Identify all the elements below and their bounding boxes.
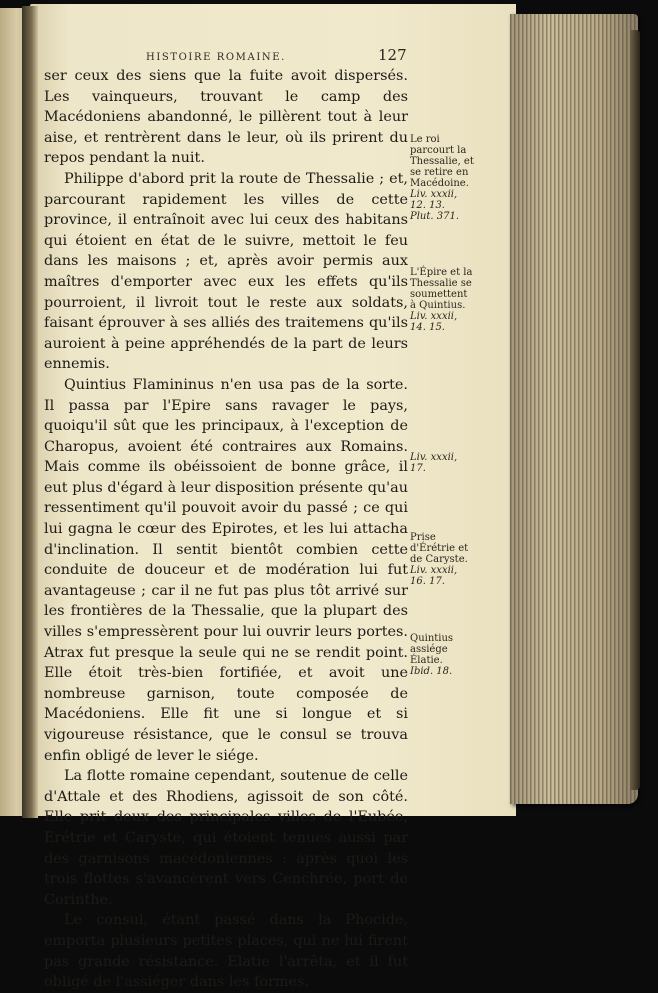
margin-note-ref: Plut. 371.: [410, 211, 460, 222]
page-number: 127: [378, 46, 407, 64]
margin-note-text: Quintius assiége Élatie.: [410, 633, 454, 666]
page-header: [44, 46, 407, 66]
margin-note-text: L'Épire et la Thessalie se soumettent à Quintius.: [410, 267, 473, 311]
margin-note: [410, 452, 476, 474]
margin-note-ref: Liv. xxxii, 12. 13.: [410, 189, 458, 211]
running-title: HISTOIRE ROMAINE.: [146, 52, 286, 63]
book-gutter: [22, 6, 38, 818]
cover-edge: [630, 30, 640, 790]
margin-note: [410, 267, 476, 333]
paragraph-continuation: ser ceux des siens que la fuite avoit dispersés. Les vainqueurs, trouvant le camp des Macédoniens abandonné, le pillèrent tout à leur aise, et rentrèrent dans le leur, où ils prirent du repos pendant la nuit.: [44, 68, 408, 167]
margin-note: [410, 532, 476, 587]
margin-note: [410, 134, 476, 222]
margin-note-ref: Liv. xxxii, 16. 17.: [410, 565, 458, 587]
page-stack-edge: [510, 14, 638, 804]
margin-note-ref: Ibid. 18.: [410, 666, 453, 677]
margin-note: [410, 633, 476, 677]
paragraph-consul: Le consul, étant passé dans la Phocide, emporta plusieurs petites places, qui ne lui firent pas grande résistance. Elatie l'arrêta, et il fut obligé de l'assiéger dans les formes.: [44, 912, 408, 991]
paragraph-flotte: La flotte romaine cependant, soutenue de celle d'Attale et des Rhodiens, agissoit de son côté. Elle prit deux des principales villes de l'Eubée, Erétrie et Caryste, qui étoient tenues aussi par des garnisons macédoniennes : après quoi les trois flottes s'avancèrent vers Cenchrée, port de Corinthe.: [44, 768, 408, 908]
body-text: [44, 66, 408, 993]
margin-note-text: Le roi parcourt la Thessalie, et se retire en Macédoine.: [410, 134, 474, 189]
margin-note-ref: Liv. xxxii, 14. 15.: [410, 311, 458, 333]
paragraph-quintius: Quintius Flamininus n'en usa pas de la sorte. Il passa par l'Epire sans ravager le pays, quoiqu'il sût que les principaux, à l'exception de Charopus, avoient été contraires aux Romains. Mais comme ils obéissoient de bonne grâce, il eut plus d'égard à leur disposition présente qu'au ressentiment qu'il pouvoit avoir du passé ; ce qui lui gagna le cœur des Epirotes, et les lui attacha d'inclination. Il sentit bientôt combien cette conduite de douceur et de modération lui fut avantageuse ; car il ne fut pas plus tôt arrivé sur les frontières de la Thessalie, que la plupart des villes s'empressèrent pour lui ouvrir leurs portes. Atrax fut presque la seule qui ne se rendit point. Elle étoit très-bien fortifiée, et avoit une nombreuse garnison, toute composée de Macédoniens. Elle fit une si longue et si vigoureuse résistance, que le consul se trouva enfin obligé de lever le siége.: [44, 376, 408, 764]
paragraph-philippe: Philippe d'abord prit la route de Thessalie ; et, parcourant rapidement les villes de cette province, il entraînoit avec lui ceux des habitans qui étoient en état de le suivre, mettoit le feu dans les maisons ; et, après avoir permis aux maîtres d'emporter avec eux les effets qu'ils pourroient, il livroit tout le reste aux soldats, faisant éprouver à ses alliés des traitemens qu'ils auroient à peine appréhendés de la part de leurs ennemis.: [44, 170, 408, 373]
margin-note-text: Prise d'Érétrie et de Caryste.: [410, 532, 469, 565]
margin-note-ref: Liv. xxxii, 17.: [410, 452, 458, 474]
